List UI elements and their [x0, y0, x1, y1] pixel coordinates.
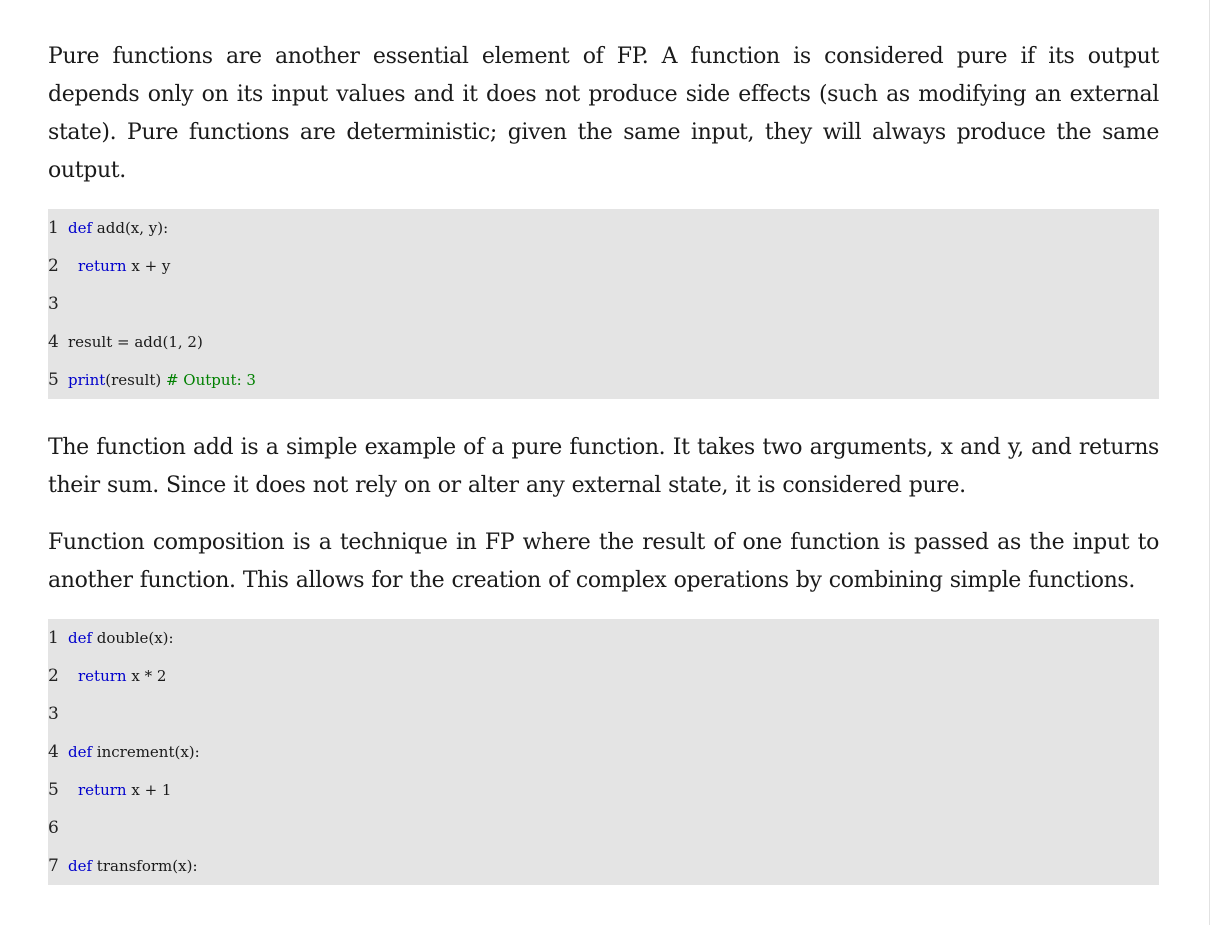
code-line	[48, 847, 1159, 885]
line-number: 4	[48, 742, 59, 762]
code-text	[68, 209, 168, 247]
code-text	[68, 657, 166, 695]
code-content: x + 1	[126, 781, 172, 799]
code-keyword: def	[68, 743, 93, 761]
code-content: transform(x):	[92, 857, 198, 875]
code-line	[48, 619, 1159, 657]
code-line	[48, 323, 1159, 361]
code-keyword: return	[78, 781, 127, 799]
code-text	[68, 733, 200, 771]
line-number: 3	[48, 294, 59, 314]
line-number: 1	[48, 628, 59, 648]
code-line	[48, 695, 1159, 733]
code-line	[48, 733, 1159, 771]
code-content: increment(x):	[92, 743, 200, 761]
code-comment: # Output: 3	[165, 371, 256, 389]
line-number: 5	[48, 780, 59, 800]
code-line	[48, 771, 1159, 809]
line-number: 5	[48, 370, 59, 390]
line-number: 6	[48, 818, 59, 838]
code-content: x * 2	[126, 667, 167, 685]
line-number: 2	[48, 666, 59, 686]
code-keyword: return	[78, 667, 127, 685]
code-content: x + y	[126, 257, 171, 275]
paragraph-add-explanation: The function add is a simple example of a pure function. It takes two arguments, x and y, and returns their sum. Since it does not rely on or alter any external state, it is considered pure.	[48, 435, 1159, 498]
line-number: 3	[48, 704, 59, 724]
code-text	[68, 247, 170, 285]
code-keyword: print	[68, 371, 106, 389]
line-number: 4	[48, 332, 59, 352]
document-body	[48, 38, 1159, 915]
code-line	[48, 809, 1159, 847]
code-keyword: def	[68, 219, 93, 237]
code-block-add	[48, 209, 1159, 399]
code-block-composition	[48, 619, 1159, 885]
paragraph-pure-functions: Pure functions are another essential element of FP. A function is considered pure if its output depends only on its input values and it does not produce side effects (such as modifying an external state). Pure functions are deterministic; given the same input, they will always produce the same output.	[48, 44, 1159, 183]
paragraph-function-composition: Function composition is a technique in FP where the result of one function is passed as the input to another function. This allows for the creation of complex operations by combining simple functions.	[48, 530, 1159, 593]
code-content: result = add(1, 2)	[68, 333, 203, 351]
code-keyword: def	[68, 629, 93, 647]
line-number: 1	[48, 218, 59, 238]
code-content: (result)	[105, 371, 166, 389]
code-line	[48, 285, 1159, 323]
code-text	[68, 771, 171, 809]
code-text	[68, 847, 198, 885]
code-content: add(x, y):	[92, 219, 169, 237]
line-number: 2	[48, 256, 59, 276]
code-content: double(x):	[92, 629, 174, 647]
code-line	[48, 247, 1159, 285]
code-keyword: return	[78, 257, 127, 275]
line-number: 7	[48, 856, 59, 876]
code-line	[48, 209, 1159, 247]
code-text	[68, 361, 256, 399]
code-keyword: def	[68, 857, 93, 875]
code-text	[68, 619, 174, 657]
code-line	[48, 657, 1159, 695]
code-line	[48, 361, 1159, 399]
code-text	[68, 323, 203, 361]
